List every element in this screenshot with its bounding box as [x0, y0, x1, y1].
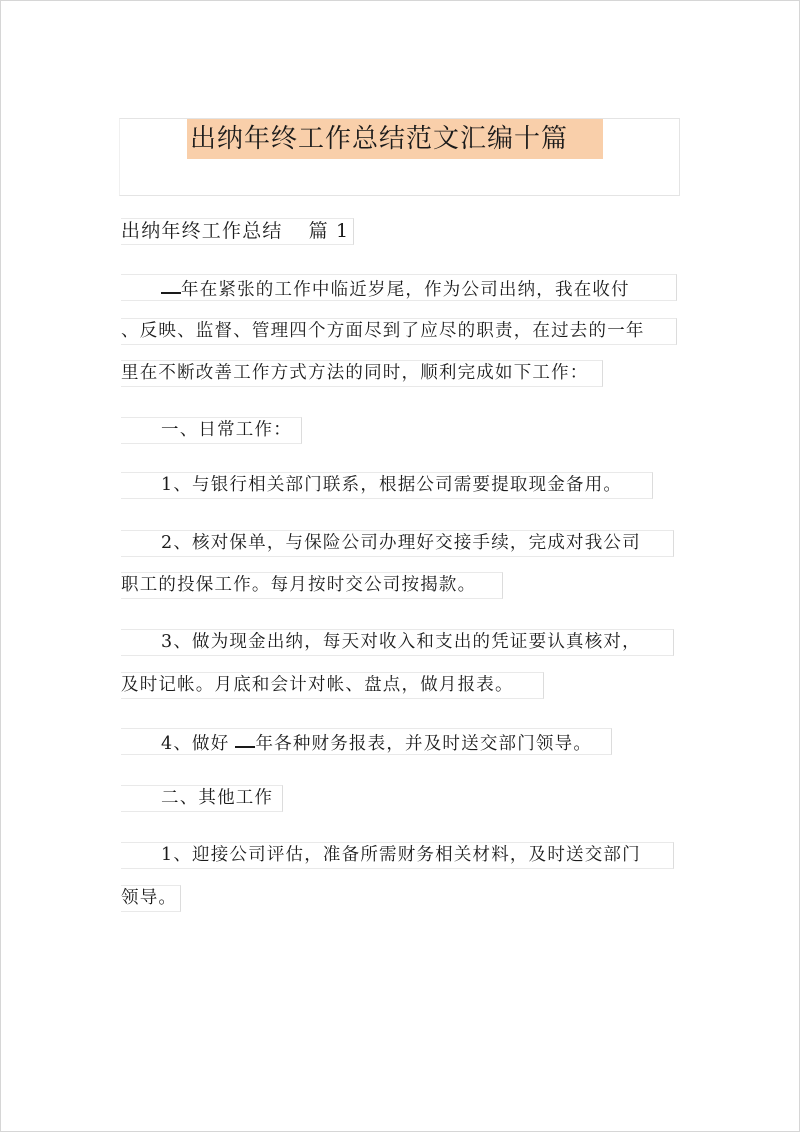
part1-item-1-text: 1、与银行相关部门联系，根据公司需要提取现金备用。: [161, 475, 623, 495]
part2-heading: [121, 785, 283, 812]
part1-heading: [121, 417, 302, 444]
intro-line-2-text: 、反映、监督、管理四个方面尽到了应尽的职责，在过去的一年: [121, 321, 645, 341]
part1-item-1: [121, 472, 653, 499]
part1-item-4-prefix: 4、做好: [161, 734, 230, 754]
part1-item-2: [121, 530, 674, 557]
part1-item-3-cont-text: 及时记帐。月底和会计对帐、盘点，做月报表。: [121, 675, 514, 695]
part2-item-1-cont: [121, 885, 181, 912]
section-title-text: 出纳年终工作总结: [121, 220, 283, 242]
document-title: 出纳年终工作总结范文汇编十篇: [187, 119, 603, 159]
part2-item-1: [121, 842, 674, 869]
part1-heading-text: 一、日常工作：: [161, 420, 292, 440]
part1-item-3-text: 3、做为现金出纳，每天对收入和支出的凭证要认真核对，: [161, 632, 641, 652]
part2-item-1-text: 1、迎接公司评估，准备所需财务相关材料，及时送交部门: [161, 845, 641, 865]
part2-heading-text: 二、其他工作: [161, 788, 274, 808]
year-blank: [161, 275, 181, 294]
part1-item-2-text: 2、核对保单，与保险公司办理好交接手续，完成对我公司: [161, 533, 641, 553]
intro-line-3: [121, 360, 603, 387]
part1-item-2-cont-text: 职工的投保工作。每月按时交公司按揭款。: [121, 575, 477, 595]
part1-item-2-cont: [121, 572, 503, 599]
intro-line-3-text: 里在不断改善工作方式方法的同时，顺利完成如下工作：: [121, 363, 589, 383]
part1-item-4: [121, 728, 612, 755]
part2-item-1-cont-text: 领导。: [121, 888, 178, 908]
intro-line-1-text: 年在紧张的工作中临近岁尾，作为公司出纳，我在收付: [181, 280, 630, 300]
intro-line-2: [121, 318, 677, 345]
section-number: 篇 1: [308, 220, 350, 242]
intro-line-1: [121, 274, 677, 301]
section-title: [121, 218, 354, 245]
part1-item-3: [121, 629, 674, 656]
part1-item-3-cont: [121, 672, 544, 699]
year-blank-2: [235, 729, 255, 748]
part1-item-4-suffix: 年各种财务报表，并及时送交部门领导。: [255, 734, 593, 754]
